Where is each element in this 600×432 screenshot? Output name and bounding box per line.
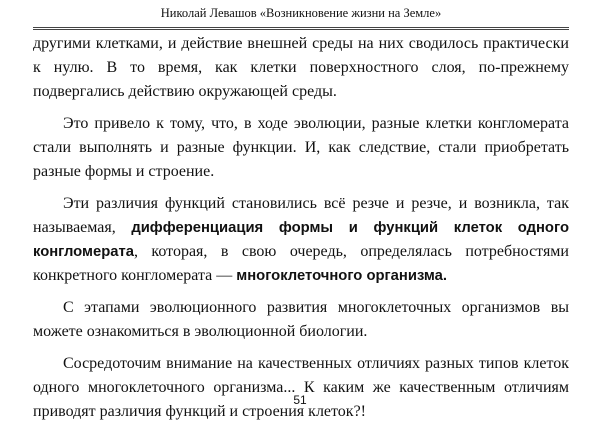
page-number: 51 <box>293 393 307 407</box>
paragraph-differentiation <box>33 192 569 288</box>
term-differentiation: дифференциация формы и функций клеток одного конгломерата <box>33 220 569 260</box>
term-multicellular-organism: многоклеточного организма. <box>236 268 448 284</box>
paragraph-evolution-functions: Это привело к тому, что, в ходе эволюции, разные клетки конгломерата стали выполнять и разные функции. И, как следствие, стали приобретать разные формы и строение. <box>33 115 569 180</box>
running-header <box>33 0 569 30</box>
paragraph-evolutionary-biology: С этапами эволюционного развития многоклеточных организмов вы можете ознакомиться в эволюционной биологии. <box>33 299 569 340</box>
paragraph-differentiation-start: Эти различия функций становились всё резче и резче, и возникла, так называемая, <box>33 195 569 236</box>
page-body <box>33 32 569 432</box>
paragraph-continued: другими клетками, и действие внешней среды на них сводилось практически к нулю. В то время, как клетки поверхностного слоя, по-прежнему подвергались действию окружающей среды. <box>33 35 569 100</box>
paragraph-differentiation-middle: , которая, в свою очередь, определялась потребностями конкретного конгломерата — <box>33 243 569 284</box>
paragraph-qualitative-differences: Сосредоточим внимание на качественных отличиях разных типов клеток одного многоклеточного организма... К каким же качественным отличиям приводят различия функций и строения клеток?! <box>33 355 569 420</box>
running-title: Николай Левашов «Возникновение жизни на Земле» <box>160 6 442 20</box>
